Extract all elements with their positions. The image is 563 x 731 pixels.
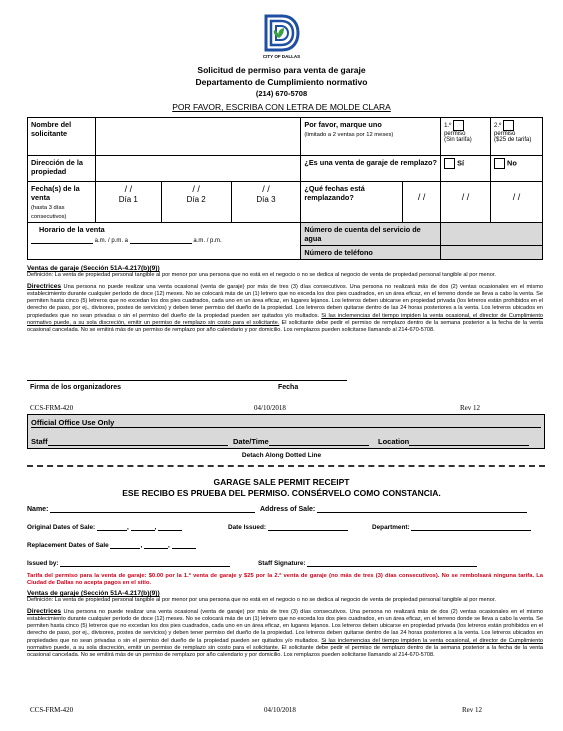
form-id-receipt: CCS-FRM-420 xyxy=(30,706,74,714)
city-logo xyxy=(260,14,302,54)
receipt-original-dates[interactable]: Original Dates of Sale: , , xyxy=(27,524,182,531)
receipt-issued-by[interactable]: Issued by: xyxy=(27,560,230,567)
office-datetime[interactable]: Date/Time xyxy=(233,437,369,446)
form-date-receipt: 04/10/2018 xyxy=(264,706,296,714)
sale-hours-fields[interactable]: a.m. / p.m. a a.m. / p.m. xyxy=(31,238,297,244)
office-use-box xyxy=(27,414,545,449)
receipt-address[interactable]: Address of Sale: xyxy=(260,506,527,513)
receipt-subtitle: ESE RECIBO ES PRUEBA DEL PERMISO. CONSÉRVELO COMO CONSTANCIA. xyxy=(122,488,441,498)
detach-label: Detach Along Dotted Line xyxy=(241,452,322,459)
receipt-date-issued[interactable]: Date Issued: xyxy=(228,524,348,531)
directives-text: Directrices Una persona no puede realizar una venta ocasional (venta de garaje) por más de tres (3) días consecutivos. Una persona no realizará más de dos (2) ventas ocasionales en el mismo establecimiento durante cualquier período de doce (12) meses. No se colocará más de un (1) letrero que no exceda los dos pies cuadrados, en un área eficaz, en el terreno donde se lleva a cabo la venta. Se permiten hasta cinco (5) letreros que no excedan los dos pies cuadrados, cada uno en un área eficaz, en lugares lejanos. Los letreros deben ubicarse en propiedad privada (los letreros están prohibidos en el derecho de paso, por ej., divisores, postes de servicios) y deben tener permiso del dueño de la propiedad. Los letreros deben quitarse dentro de las 24 horas posteriores a la venta. Los letreros ubicados en propiedades que no sean privadas o sin el permiso del dueño de la propiedad pueden ser quitados y/o multados. Si las inclemencias del tiempo impiden la venta ocasional, el director de Cumplimiento normativo puede, a su sola discreción, emitir un permiso de remplazo sin costo para el solicitante. El solicitante debe pedir el permiso de remplazo dentro de la semana posterior a la fecha de la venta ocasional cancelada. No se emitirá más de un permiso de remplazo por año calendario y por domicilio. Los remplazos pueden solicitarse llamando al 214-670-5708. xyxy=(27,282,543,334)
application-form xyxy=(27,117,543,260)
department-phone: (214) 670-5708 xyxy=(255,89,308,98)
sale-hours[interactable] xyxy=(28,223,301,260)
receipt-title: GARAGE SALE PERMIT RECEIPT xyxy=(213,477,350,487)
form-date: 04/10/2018 xyxy=(254,404,286,412)
rules-section-receipt xyxy=(27,590,543,660)
water-account-field[interactable] xyxy=(441,223,543,246)
office-location[interactable]: Location xyxy=(378,437,529,446)
sale-hours-label: Horario de la venta xyxy=(39,225,105,234)
print-instruction: POR FAVOR, ESCRIBA CON LETRA DE MOLDE CLARA xyxy=(172,102,391,112)
fee-notice: Tarifa del permiso para la venta de garaje: $0.00 por la 1.ª venta de garaje y $25 por la 2.ª venta de garaje (no más de tres (3) días consecutivos). No se rembolsará ninguna tarifa. La Ciudad de Dallas no acepta pagos en el sitio. xyxy=(27,573,543,587)
rules-heading: Ventas de garaje (Sección 51A-4.217(b)(9)) xyxy=(27,265,160,272)
first-permit-option[interactable]: 1.º permiso (Sin tarifa) xyxy=(441,118,491,156)
department-title: Departamento de Cumplimiento normativo xyxy=(195,77,368,87)
day1-field[interactable]: / / Día 1 xyxy=(95,182,161,223)
definition-text: Definición: La venta de propiedad personal tangible al por menor por una persona que no está en el negocio o no se dedica al negocio de venta de propiedad personal tangible al por menor. xyxy=(27,272,496,279)
second-permit-option[interactable]: 2.º permiso ($25 de tarifa) xyxy=(491,118,543,156)
applicant-name-label: Nombre del solicitante xyxy=(28,118,96,156)
permit-choice-label: Por favor, marque uno (limitado a 2 ventas por 12 meses) xyxy=(301,118,441,156)
day3-field[interactable]: / / Día 3 xyxy=(231,182,301,223)
office-use-title: Official Office Use Only xyxy=(31,418,115,427)
form-title: Solicitud de permiso para venta de garaje xyxy=(197,65,366,75)
phone-field[interactable] xyxy=(441,246,543,260)
signature-date-label: Fecha xyxy=(278,384,299,391)
replacing-date1[interactable]: / / xyxy=(403,182,441,223)
receipt-staff-signature[interactable]: Staff Signature: xyxy=(258,560,477,567)
rules-section xyxy=(27,265,543,335)
replacement-no[interactable]: No xyxy=(491,156,543,182)
replacing-question: ¿Qué fechas está remplazando? xyxy=(301,182,403,223)
phone-label: Número de teléfono xyxy=(301,246,441,260)
form-id: CCS-FRM-420 xyxy=(30,404,74,412)
address-field[interactable] xyxy=(95,156,300,182)
replacement-yes[interactable]: Sí xyxy=(441,156,491,182)
logo-caption: CITY OF DALLAS xyxy=(262,54,301,59)
first-permit-checkbox[interactable] xyxy=(453,120,464,131)
detach-line xyxy=(27,465,545,467)
replacing-date2[interactable]: / / xyxy=(441,182,491,223)
organizers-signature-label: Firma de los organizadores xyxy=(30,384,122,391)
receipt-department[interactable]: Department: xyxy=(372,524,531,531)
form-rev-receipt: Rev 12 xyxy=(462,706,483,714)
form-rev: Rev 12 xyxy=(460,404,481,412)
rules-heading-receipt: Ventas de garaje (Sección 51A-4.217(b)(9)) xyxy=(27,590,160,597)
water-account-label: Número de cuenta del servicio de agua xyxy=(301,223,441,246)
definition-text-receipt: Definición: La venta de propiedad personal tangible al por menor por una persona que no está en el negocio o no se dedica al negocio de venta de propiedad personal tangible al por menor. xyxy=(27,597,496,604)
office-staff[interactable]: Staff xyxy=(31,437,228,446)
day2-field[interactable]: / / Día 2 xyxy=(161,182,231,223)
address-label: Dirección de la propiedad xyxy=(28,156,96,182)
no-checkbox[interactable] xyxy=(494,158,505,169)
receipt-replacement-dates[interactable]: Replacement Dates of Sale , , xyxy=(27,542,196,549)
yes-checkbox[interactable] xyxy=(444,158,455,169)
directives-text-receipt: Directrices Una persona no puede realizar una venta ocasional (venta de garaje) por más de tres (3) días consecutivos. Una persona no realizará más de dos (2) ventas ocasionales en el mismo establecimiento durante cualquier período de doce (12) meses. No se colocará más de un (1) letrero que no exceda los dos pies cuadrados, en un área eficaz, en el terreno donde se lleva a cabo la venta. Se permiten hasta cinco (5) letreros que no excedan los dos pies cuadrados, cada uno en un área eficaz, en lugares lejanos. Los letreros deben ubicarse en propiedad privada (los letreros están prohibidos en el derecho de paso, por ej., divisores, postes de servicios) y deben tener permiso del dueño de la propiedad. Los letreros deben quitarse dentro de las 24 horas posteriores a la venta. Los letreros ubicados en propiedades que no sean privadas o sin el permiso del dueño de la propiedad pueden ser quitados y/o multados. Si las inclemencias del tiempo impiden la venta ocasional, el director de Cumplimiento normativo puede, a su sola discreción, emitir un permiso de remplazo sin costo para el solicitante. El solicitante debe pedir el permiso de remplazo dentro de la semana posterior a la fecha de la venta ocasional cancelada. No se emitirá más de un permiso de remplazo por año calendario y por domicilio. Los remplazos pueden solicitarse llamando al 214-670-5708. xyxy=(27,607,543,659)
receipt-name[interactable]: Name: xyxy=(27,506,255,513)
replacement-question: ¿Es una venta de garaje de remplazo? xyxy=(301,156,441,182)
signature-line[interactable] xyxy=(27,380,347,381)
replacing-date3[interactable]: / / xyxy=(491,182,543,223)
second-permit-checkbox[interactable] xyxy=(503,120,514,131)
sale-dates-label: Fecha(s) de la venta (hasta 3 días consecutivos) xyxy=(28,182,96,223)
applicant-name-field[interactable] xyxy=(95,118,300,156)
